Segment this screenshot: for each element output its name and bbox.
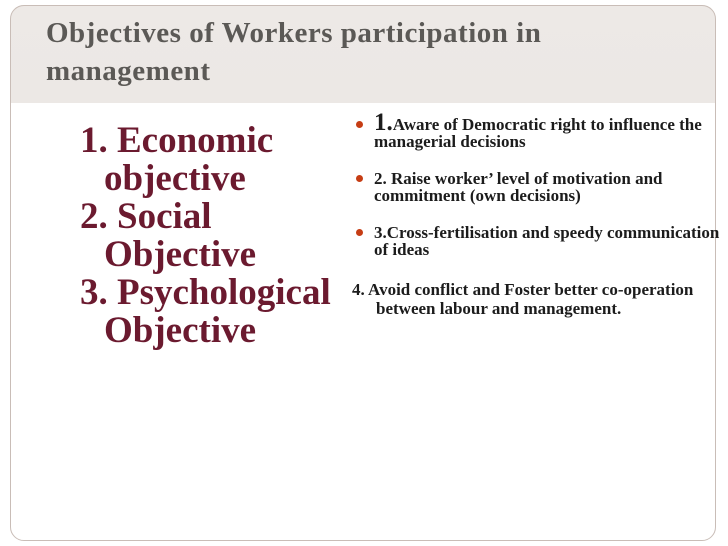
detail-item-3 <box>352 224 722 258</box>
objective-social: 2. Social Objective <box>80 196 257 275</box>
slide-title: Objectives of Workers participation in management <box>46 17 542 87</box>
bullet-icon <box>356 175 363 182</box>
detail-item-2-text: 2. Raise worker’ level of motivation and commitment (own decisions) <box>374 169 663 205</box>
objectives-list <box>80 122 370 350</box>
detail-item-1-number: 1. <box>374 109 393 136</box>
objective-psychological: 3. Psychological Objective <box>80 272 331 351</box>
bullet-icon <box>356 229 363 236</box>
detail-item-4-text: 4. Avoid conflict and Foster better co-operation between labour and management. <box>352 280 694 318</box>
detail-item-2 <box>352 170 722 204</box>
detail-item-3-text: 3.Cross-fertilisation and speedy communication of ideas <box>374 223 720 259</box>
objective-economic: 1. Economic objective <box>80 120 274 199</box>
details-list <box>352 109 722 318</box>
detail-item-4 <box>352 280 722 318</box>
detail-item-1-text: Aware of Democratic right to influence the managerial decisions <box>374 115 702 151</box>
bullet-icon <box>356 121 363 128</box>
detail-item-1 <box>352 109 722 151</box>
